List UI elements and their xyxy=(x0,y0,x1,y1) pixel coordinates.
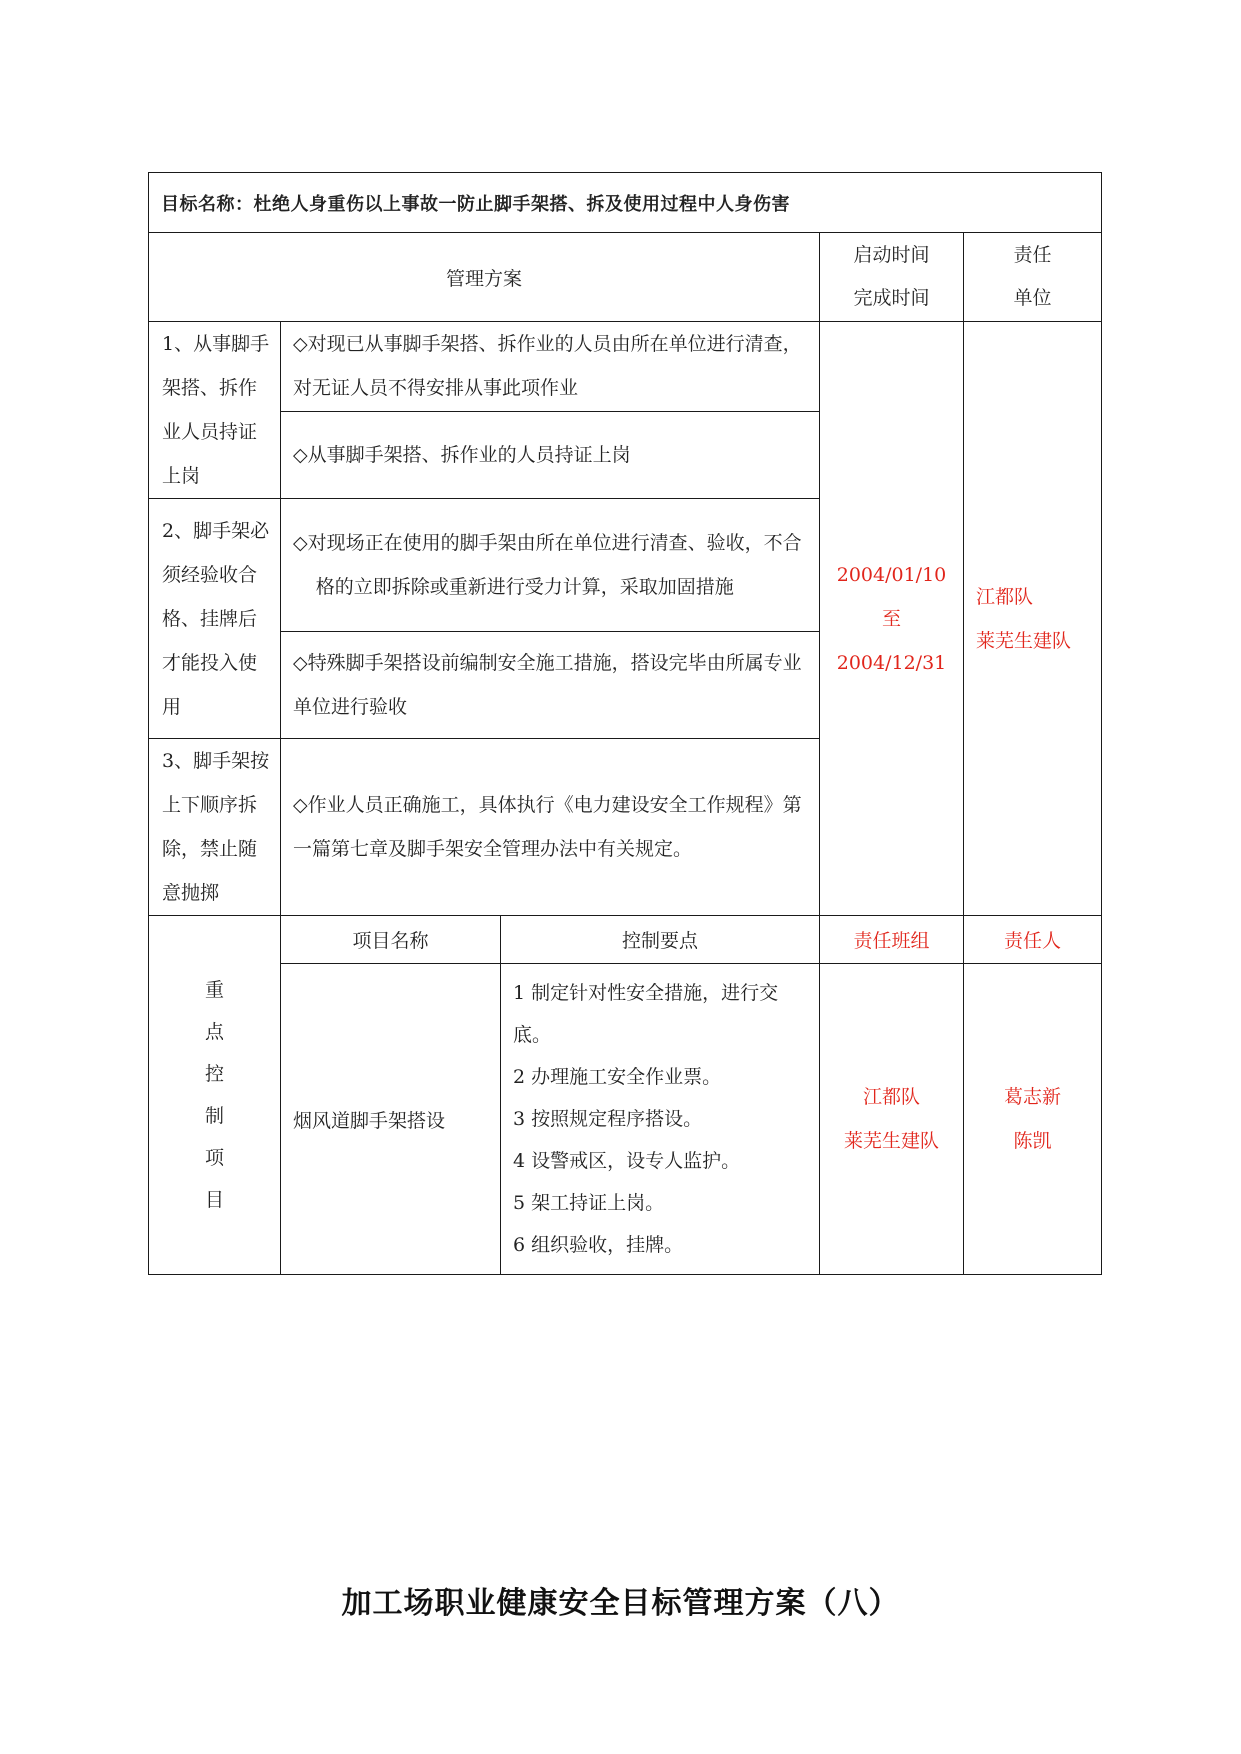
control-point-5: 5 架工持证上岗。 xyxy=(513,1192,665,1214)
control-point-6: 6 组织验收，挂牌。 xyxy=(513,1234,684,1256)
key-control-char-6: 目 xyxy=(204,1189,224,1211)
schedule-cell xyxy=(820,322,964,916)
responsible-unit-line2: 莱芜生建队 xyxy=(976,629,1072,652)
item-2-method-2: ◇特殊脚手架搭设前编制安全施工措施，搭设完毕由所属专业单位进行验收 xyxy=(281,632,820,739)
key-control-char-4: 制 xyxy=(204,1105,224,1127)
key-control-char-5: 项 xyxy=(204,1147,224,1169)
time-header-end: 完成时间 xyxy=(853,287,930,309)
unit-header-line2: 单位 xyxy=(1013,287,1052,309)
responsible-person-line2: 陈凯 xyxy=(1013,1130,1052,1152)
item-3-label: 3、脚手架按上下顺序拆除，禁止随意抛掷 xyxy=(149,739,281,916)
key-control-row xyxy=(149,964,1102,1275)
header-row xyxy=(149,233,1102,322)
goal-title: 目标名称：杜绝人身重伤以上事故一防止脚手架搭、拆及使用过程中人身伤害 xyxy=(149,173,1102,233)
item-1-method-2: ◇从事脚手架搭、拆作业的人员持证上岗 xyxy=(281,411,820,499)
responsible-team-line1: 江都队 xyxy=(862,1086,920,1108)
key-control-char-1: 重 xyxy=(204,979,224,1001)
item-1-method-1: ◇对现已从事脚手架搭、拆作业的人员由所在单位进行清查，对无证人员不得安排从事此项作业 xyxy=(281,322,820,412)
safety-plan-table xyxy=(148,172,1102,1275)
schedule-start: 2004/01/10 xyxy=(836,563,947,586)
item-1-row-a xyxy=(149,322,1102,412)
control-point-4: 4 设警戒区，设专人监护。 xyxy=(513,1150,741,1172)
control-point-3: 3 按照规定程序搭设。 xyxy=(513,1108,703,1130)
responsible-unit-cell xyxy=(964,322,1102,916)
key-control-char-3: 控 xyxy=(204,1063,224,1085)
goal-row xyxy=(149,173,1102,233)
responsible-person-cell xyxy=(964,964,1102,1275)
plan-header: 管理方案 xyxy=(149,233,820,322)
key-control-char-2: 点 xyxy=(204,1021,224,1043)
responsible-person-line1: 葛志新 xyxy=(1004,1086,1062,1108)
person-header: 责任人 xyxy=(964,916,1102,964)
footer-title: 加工场职业健康安全目标管理方案（八） xyxy=(341,1586,900,1621)
team-header: 责任班组 xyxy=(820,916,964,964)
unit-header-line1: 责任 xyxy=(1013,244,1052,266)
item-2-method-1-cell xyxy=(281,499,820,632)
schedule-to: 至 xyxy=(881,607,901,630)
item-2-label: 2、脚手架必须经验收合格、挂牌后才能投入使用 xyxy=(149,499,281,739)
item-1-label: 1、从事脚手架搭、拆作业人员持证上岗 xyxy=(149,322,281,499)
project-name-header: 项目名称 xyxy=(281,916,501,964)
item-2-method-1: ◇对现场正在使用的脚手架由所在单位进行清查、验收，不合格的立即拆除或重新进行受力计算，采取加固措施 xyxy=(293,532,802,598)
key-control-label xyxy=(149,916,281,1275)
key-control-header-row xyxy=(149,916,1102,964)
project-name-cell: 烟风道脚手架搭设 xyxy=(281,964,501,1275)
control-points-header: 控制要点 xyxy=(501,916,820,964)
responsible-team-line2: 莱芜生建队 xyxy=(843,1130,939,1152)
control-points-cell xyxy=(501,964,820,1275)
control-point-2: 2 办理施工安全作业票。 xyxy=(513,1066,722,1088)
item-3-method-1: ◇作业人员正确施工，具体执行《电力建设安全工作规程》第一篇第七章及脚手架安全管理办法中有关规定。 xyxy=(281,739,820,916)
responsible-unit-line1: 江都队 xyxy=(976,585,1034,608)
time-header xyxy=(820,233,964,322)
unit-header xyxy=(964,233,1102,322)
schedule-end: 2004/12/31 xyxy=(836,651,947,674)
control-point-1: 1 制定针对性安全措施，进行交底。 xyxy=(513,982,779,1046)
time-header-start: 启动时间 xyxy=(853,244,930,266)
responsible-team-cell xyxy=(820,964,964,1275)
